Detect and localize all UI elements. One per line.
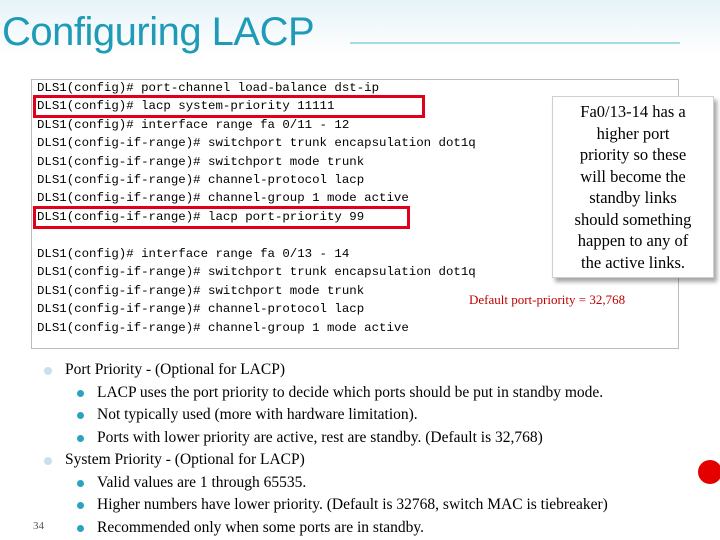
slide-number: 34 (33, 520, 44, 532)
callout-box (552, 96, 714, 278)
red-dot-icon (698, 460, 720, 484)
sub-bullet-text: Ports with lower priority are active, rest are standby. (Default is 32,768) (97, 428, 543, 446)
bullet-text: System Priority - (Optional for LACP) (65, 451, 305, 468)
bullet-dot-icon (77, 525, 84, 532)
bullet-dot-icon (44, 367, 52, 375)
sub-bullet-item (39, 382, 719, 405)
bullet-dot-icon (77, 412, 84, 419)
code-line: DLS1(config-if-range)# channel-protocol lacp (37, 173, 365, 187)
callout-line: higher port (596, 123, 670, 143)
bullet-dot-icon (77, 435, 84, 442)
sub-bullet-text: Not typically used (more with hardware limitation). (97, 406, 418, 423)
bullet-dot-icon (77, 390, 84, 397)
bullet-dot-icon (44, 457, 52, 465)
bullet-item (39, 449, 719, 472)
code-line: DLS1(config-if-range)# channel-protocol lacp (37, 302, 365, 317)
callout-line: Fa0/13-14 has a (580, 102, 686, 121)
code-line: DLS1(config-if-range)# channel-group 1 mode active (37, 191, 409, 206)
code-line: DLS1(config-if-range)# switchport trunk encapsulation dot1q (37, 265, 476, 280)
code-line: DLS1(config)# lacp system-priority 11111 (37, 99, 335, 114)
code-line: DLS1(config-if-range)# switchport trunk encapsulation dot1q (37, 136, 476, 151)
code-line: DLS1(config-if-range)# switchport mode trunk (37, 154, 365, 169)
code-line: DLS1(config-if-range)# switchport mode trunk (37, 283, 365, 298)
sub-bullet-item (39, 427, 719, 450)
callout-line: priority so these (579, 145, 687, 164)
code-line: DLS1(config-if-range)# lacp port-priority 99 (37, 209, 365, 224)
sub-bullet-item (39, 517, 719, 540)
sub-bullet-item (39, 494, 719, 517)
code-line: DLS1(config-if-range)# channel-group 1 mode active (37, 320, 409, 335)
title-underline (350, 42, 680, 44)
slide-title: Configuring LACP (2, 10, 315, 54)
code-line: DLS1(config)# interface range fa 0/13 - 14 (37, 247, 350, 261)
port-priority-highlight (33, 206, 410, 229)
sub-bullet-text: Recommended only when some ports are in standby. (97, 518, 425, 536)
callout-line: should something (574, 209, 692, 229)
bullet-dot-icon (77, 480, 84, 487)
bullet-dot-icon (77, 502, 84, 509)
bullet-text: Port Priority - (Optional for LACP) (65, 361, 285, 378)
sub-bullet-text: LACP uses the port priority to decide which ports should be put in standby mode. (97, 383, 604, 401)
code-line: DLS1(config)# interface range fa 0/11 - 12 (37, 117, 350, 132)
sub-bullet-text: Higher numbers have lower priority. (Default is 32768, switch MAC is tiebreaker) (97, 496, 608, 513)
sub-bullet-item (39, 404, 719, 427)
callout-text (553, 101, 713, 273)
callout-line: standby links (589, 188, 677, 207)
code-line: DLS1(config)# port-channel load-balance dst-ip (37, 81, 380, 95)
bullet-list (39, 359, 719, 539)
callout-line: will become the (580, 166, 686, 186)
callout-line: the active links. (580, 252, 685, 272)
sub-bullet-text: Valid values are 1 through 65535. (97, 473, 307, 491)
system-priority-highlight (33, 95, 425, 118)
default-port-priority-note: Default port-priority = 32,768 (469, 292, 626, 307)
bullet-item (39, 359, 719, 382)
sub-bullet-item (39, 472, 719, 495)
callout-line: happen to any of (577, 231, 689, 250)
